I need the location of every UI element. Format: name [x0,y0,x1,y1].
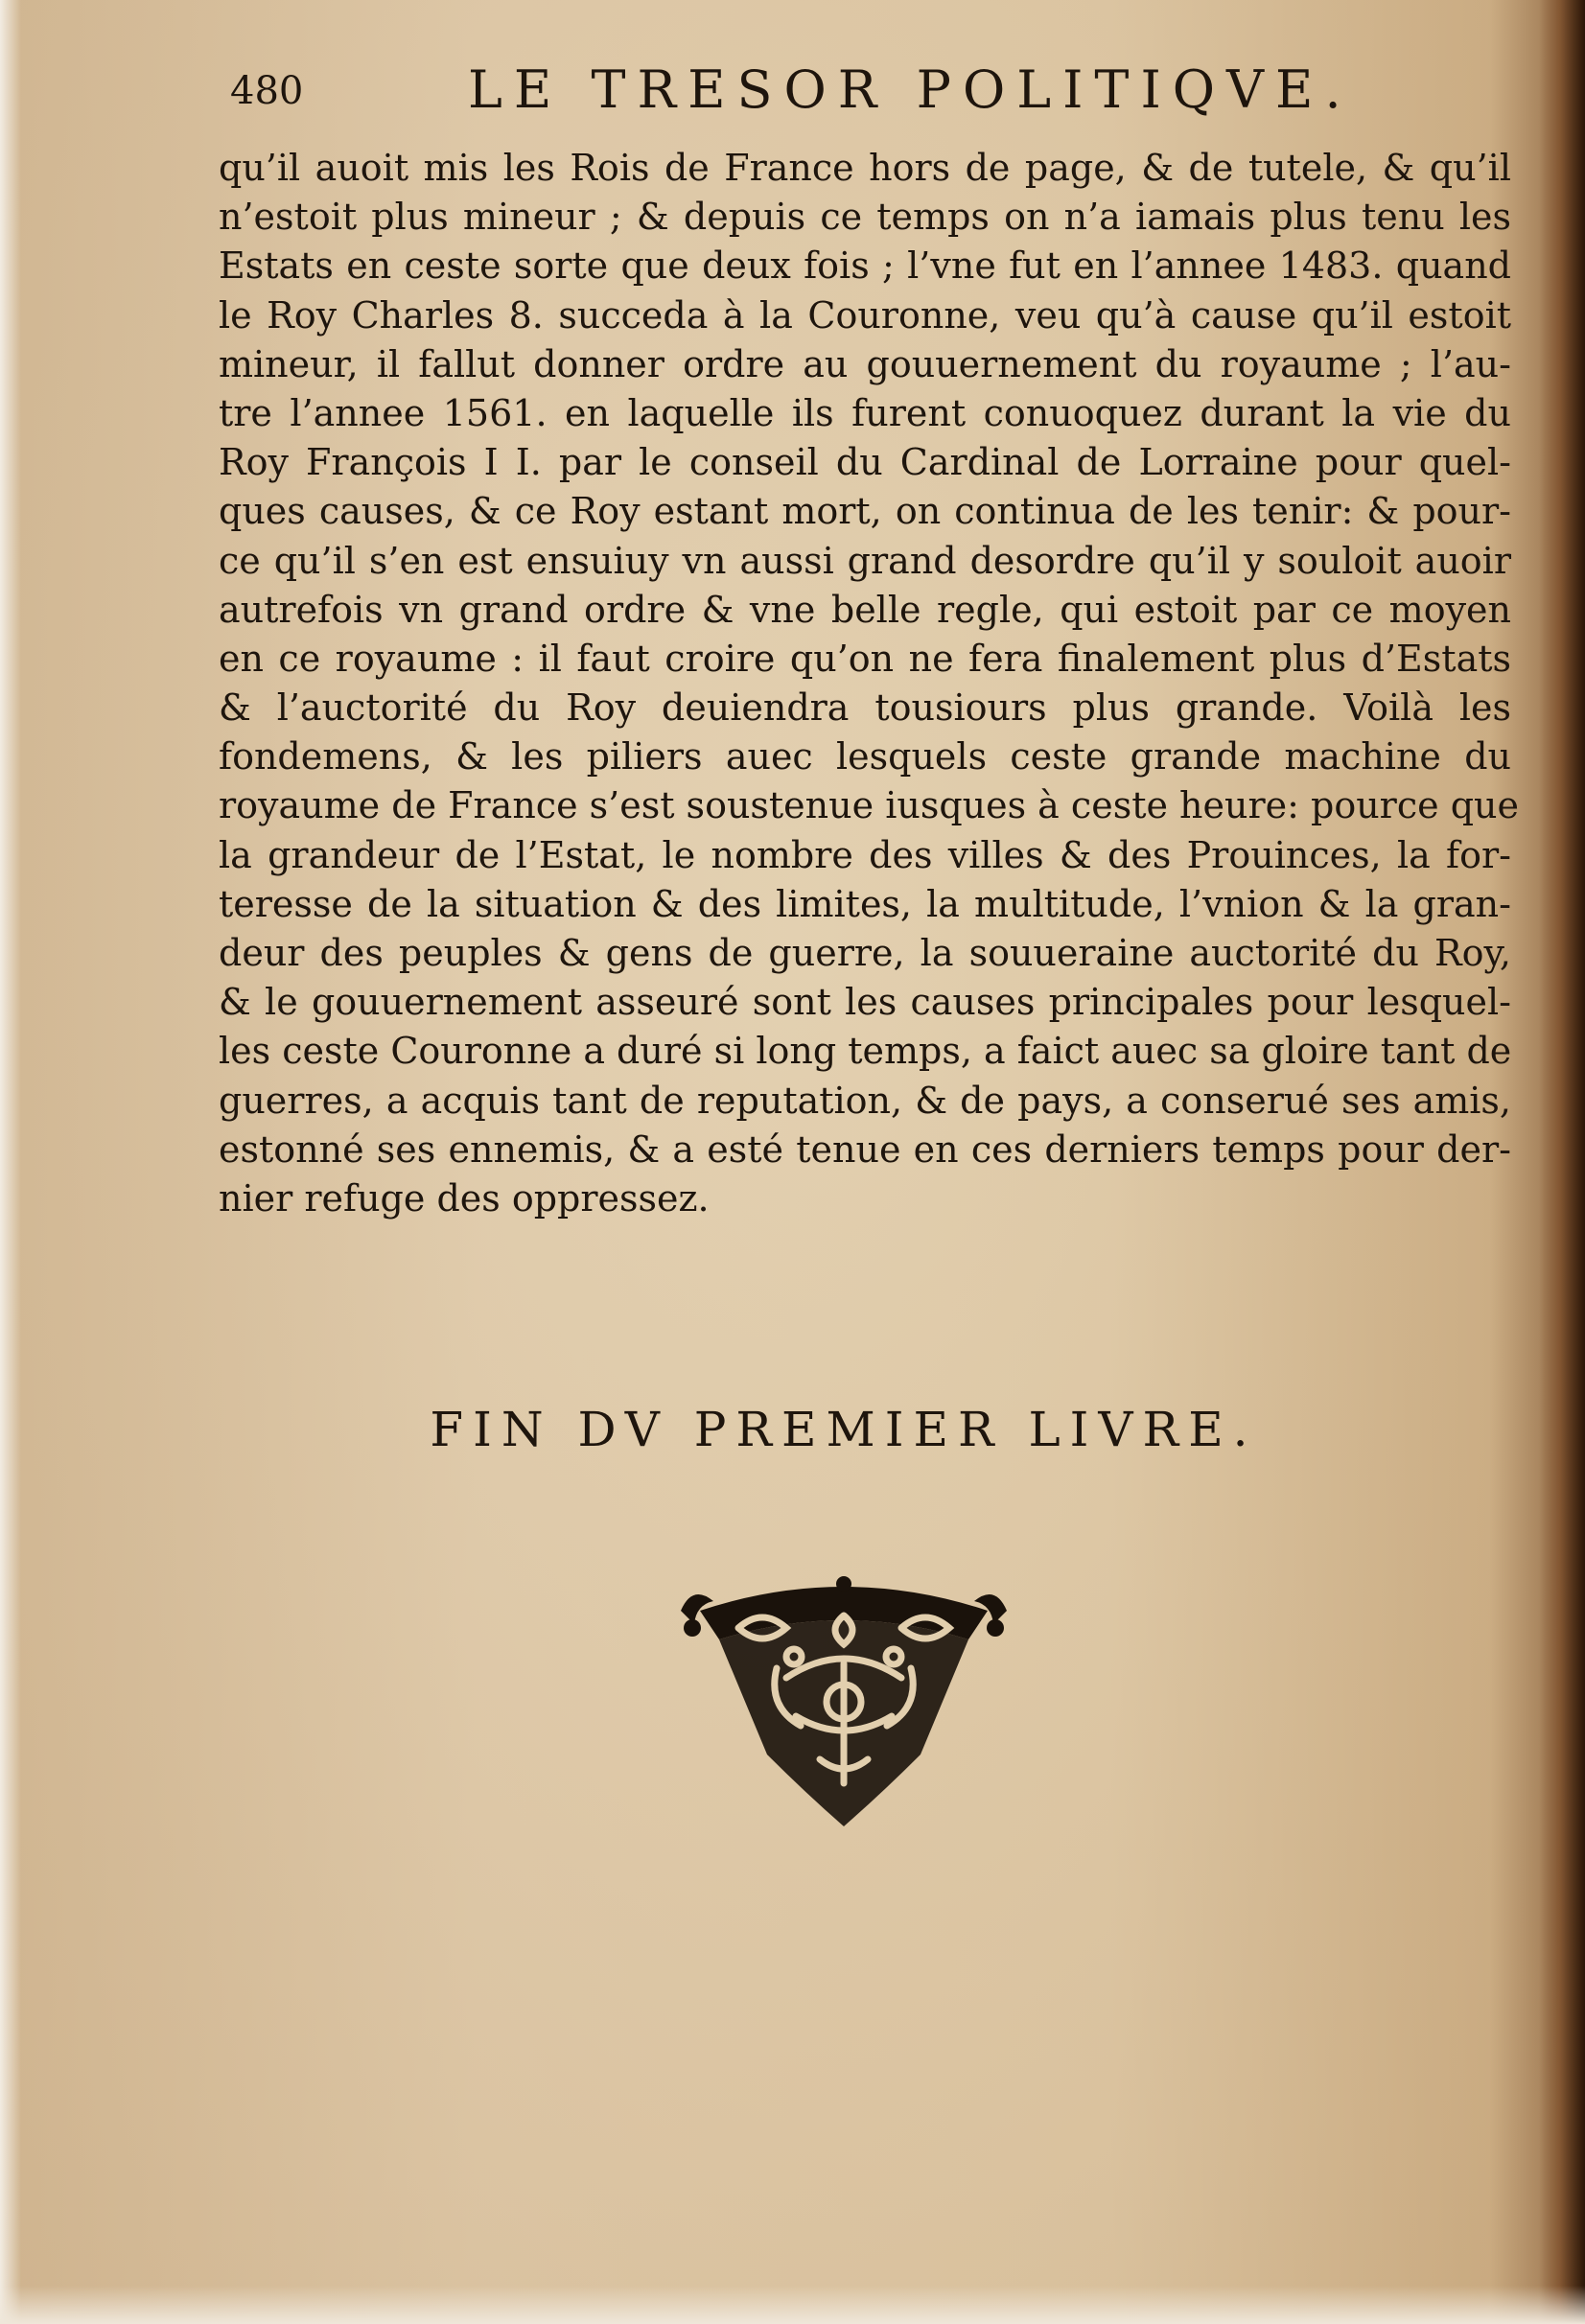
text-line: mineur, il fallut donner ordre au gouuernement du royaume ; l’au- [219,342,1511,385]
page-number: 480 [230,69,304,113]
text-line: estonné ses ennemis, & a esté tenue en ces derniers temps pour der- [219,1127,1511,1171]
text-line: ques causes, & ce Roy estant mort, on continua de les tenir: & pour- [219,490,1511,533]
text-line: fondemens, & les piliers auec lesquels ceste grande machine du [219,735,1511,779]
page-bottom-edge [0,2286,1585,2324]
text-line: & l’auctorité du Roy deuiendra tousiours plus grande. Voilà les [219,686,1511,730]
fleuron-ornament-icon [681,1572,1007,1831]
text-line: autrefois vn grand ordre & vne belle regle, qui estoit par ce moyen [219,588,1511,631]
text-line: guerres, a acquis tant de reputation, & de pays, a conserué ses amis, [219,1079,1511,1122]
text-line: teresse de la situation & des limites, la multitude, l’vnion & la gran- [219,882,1511,925]
text-line: & le gouuernement asseuré sont les causes principales pour lesquel- [219,981,1511,1024]
text-line: le Roy Charles 8. succeda à la Couronne, veu qu’à cause qu’il estoit [219,293,1511,337]
running-title: LE TRESOR POLITIQVE. [468,59,1353,120]
text-line: n’estoit plus mineur ; & depuis ce temps on n’a iamais plus tenu les [219,196,1511,239]
text-line-last: nier refuge des oppressez. [219,1176,710,1220]
running-head [230,59,1381,136]
text-line: Estats en ceste sorte que deux fois ; l’vne fut en l’annee 1483. quand [219,244,1511,288]
text-line: Roy François I I. par le conseil du Cardinal de Lorraine pour quel- [219,441,1511,484]
text-line: la grandeur de l’Estat, le nombre des villes & des Prouinces, la for- [219,833,1511,876]
body-text [219,144,1519,1223]
text-line: royaume de France s’est soustenue iusques à ceste heure: pource que [219,784,1519,827]
colophon: FIN DV PREMIER LIVRE. [430,1402,1258,1457]
page-right-edge-shadow [1539,0,1585,2324]
text-line: ce qu’il s’en est ensuiuy vn aussi grand desordre qu’il y souloit auoir [219,539,1511,582]
page-left-edge [0,0,21,2324]
text-line: qu’il auoit mis les Rois de France hors de page, & de tutele, & qu’il [219,147,1511,189]
text-line: les ceste Couronne a duré si long temps, a faict auec sa gloire tant de [219,1030,1512,1073]
text-line: deur des peuples & gens de guerre, la souueraine auctorité du Roy, [219,932,1511,974]
text-line: tre l’annee 1561. en laquelle ils furent conuoquez durant la vie du [219,391,1511,434]
text-line: en ce royaume : il faut croire qu’on ne fera finalement plus d’Estats [219,637,1511,680]
